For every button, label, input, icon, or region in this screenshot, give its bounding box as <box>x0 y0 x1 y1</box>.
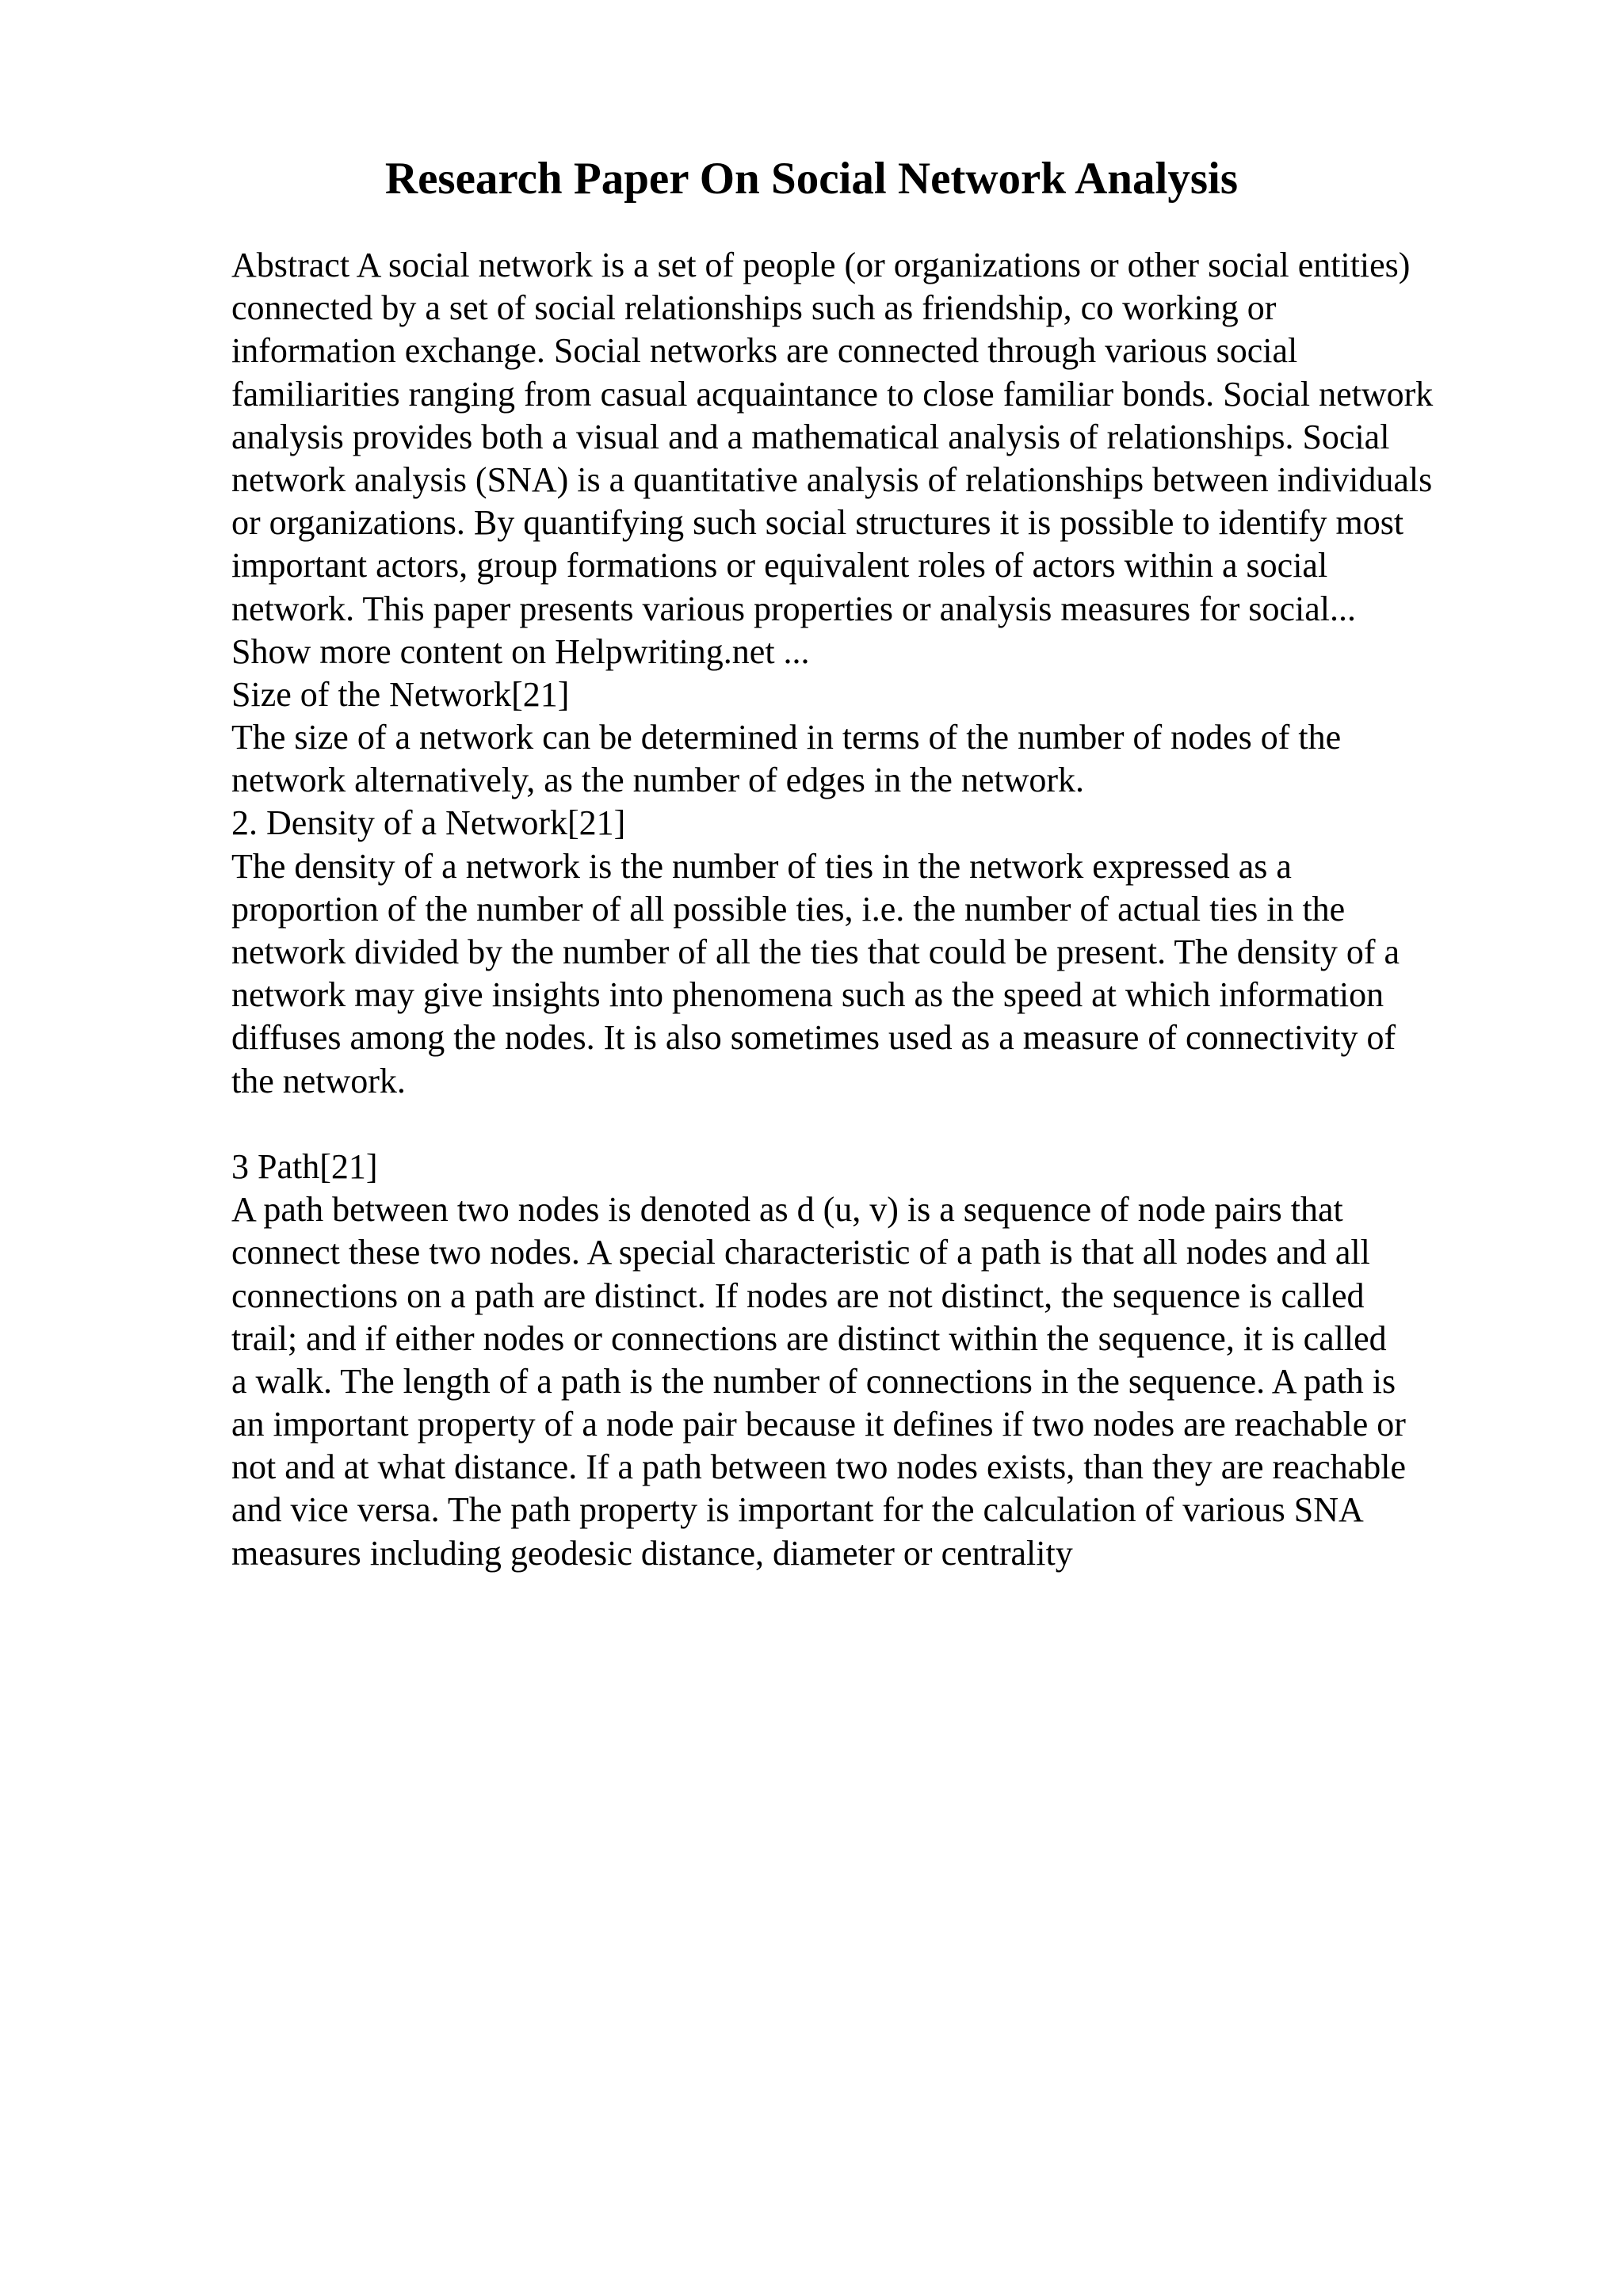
density-paragraph-line: network divided by the number of all the ties that could be present. The density of a <box>231 933 1400 971</box>
abstract-line: analysis provides both a visual and a mathematical analysis of relationships. Social <box>231 417 1390 456</box>
section-heading-size: Size of the Network[21] <box>231 674 570 714</box>
path-paragraph-line: connections on a path are distinct. If nodes are not distinct, the sequence is called <box>231 1276 1365 1315</box>
path-paragraph-line: a walk. The length of a path is the number of connections in the sequence. A path is <box>231 1361 1396 1401</box>
paragraph-spacer <box>231 1103 1523 1146</box>
density-paragraph-line: diffuses among the nodes. It is also sometimes used as a measure of connectivity of <box>231 1018 1396 1058</box>
document-body <box>231 244 1523 1575</box>
path-paragraph-line: not and at what distance. If a path between two nodes exists, than they are reachable <box>231 1447 1406 1487</box>
abstract-line: familiarities ranging from casual acquaintance to close familiar bonds. Social network <box>231 374 1434 414</box>
size-paragraph-line: network alternatively, as the number of edges in the network. <box>231 761 1085 800</box>
page-title: Research Paper On Social Network Analysis <box>384 154 1239 204</box>
size-paragraph-line: The size of a network can be determined in terms of the number of nodes of the <box>231 718 1342 757</box>
abstract-line: connected by a set of social relationships such as friendship, co working or <box>231 288 1277 328</box>
path-paragraph-line: trail; and if either nodes or connections are distinct within the sequence, it is called <box>231 1318 1387 1358</box>
abstract-line: Abstract A social network is a set of people (or organizations or other social entities) <box>231 246 1411 284</box>
path-paragraph-line: and vice versa. The path property is important for the calculation of various SNA <box>231 1490 1364 1530</box>
show-more-line: Show more content on Helpwriting.net ... <box>231 631 810 671</box>
abstract-line: network analysis (SNA) is a quantitative analysis of relationships between individuals <box>231 460 1433 499</box>
path-paragraph-line: A path between two nodes is denoted as d (u, v) is a sequence of node pairs that <box>231 1190 1343 1230</box>
section-heading-density: 2. Density of a Network[21] <box>231 803 626 843</box>
abstract-line: information exchange. Social networks are connected through various social <box>231 331 1298 371</box>
abstract-line: or organizations. By quantifying such social structures it is possible to identify most <box>231 503 1404 543</box>
density-paragraph-line: The density of a network is the number of ties in the network expressed as a <box>231 846 1292 886</box>
section-heading-path: 3 Path[21] <box>231 1146 378 1186</box>
path-paragraph-line: measures including geodesic distance, diameter or centrality <box>231 1533 1073 1573</box>
density-paragraph-line: network may give insights into phenomena such as the speed at which information <box>231 975 1384 1015</box>
density-paragraph-line: the network. <box>231 1061 406 1100</box>
path-paragraph-line: an important property of a node pair because it defines if two nodes are reachable or <box>231 1405 1406 1444</box>
density-paragraph-line: proportion of the number of all possible ties, i.e. the number of actual ties in the <box>231 889 1346 929</box>
path-paragraph-line: connect these two nodes. A special characteristic of a path is that all nodes and all <box>231 1233 1370 1272</box>
abstract-line: network. This paper presents various properties or analysis measures for social... <box>231 589 1357 628</box>
abstract-line: important actors, group formations or equivalent roles of actors within a social <box>231 546 1328 585</box>
